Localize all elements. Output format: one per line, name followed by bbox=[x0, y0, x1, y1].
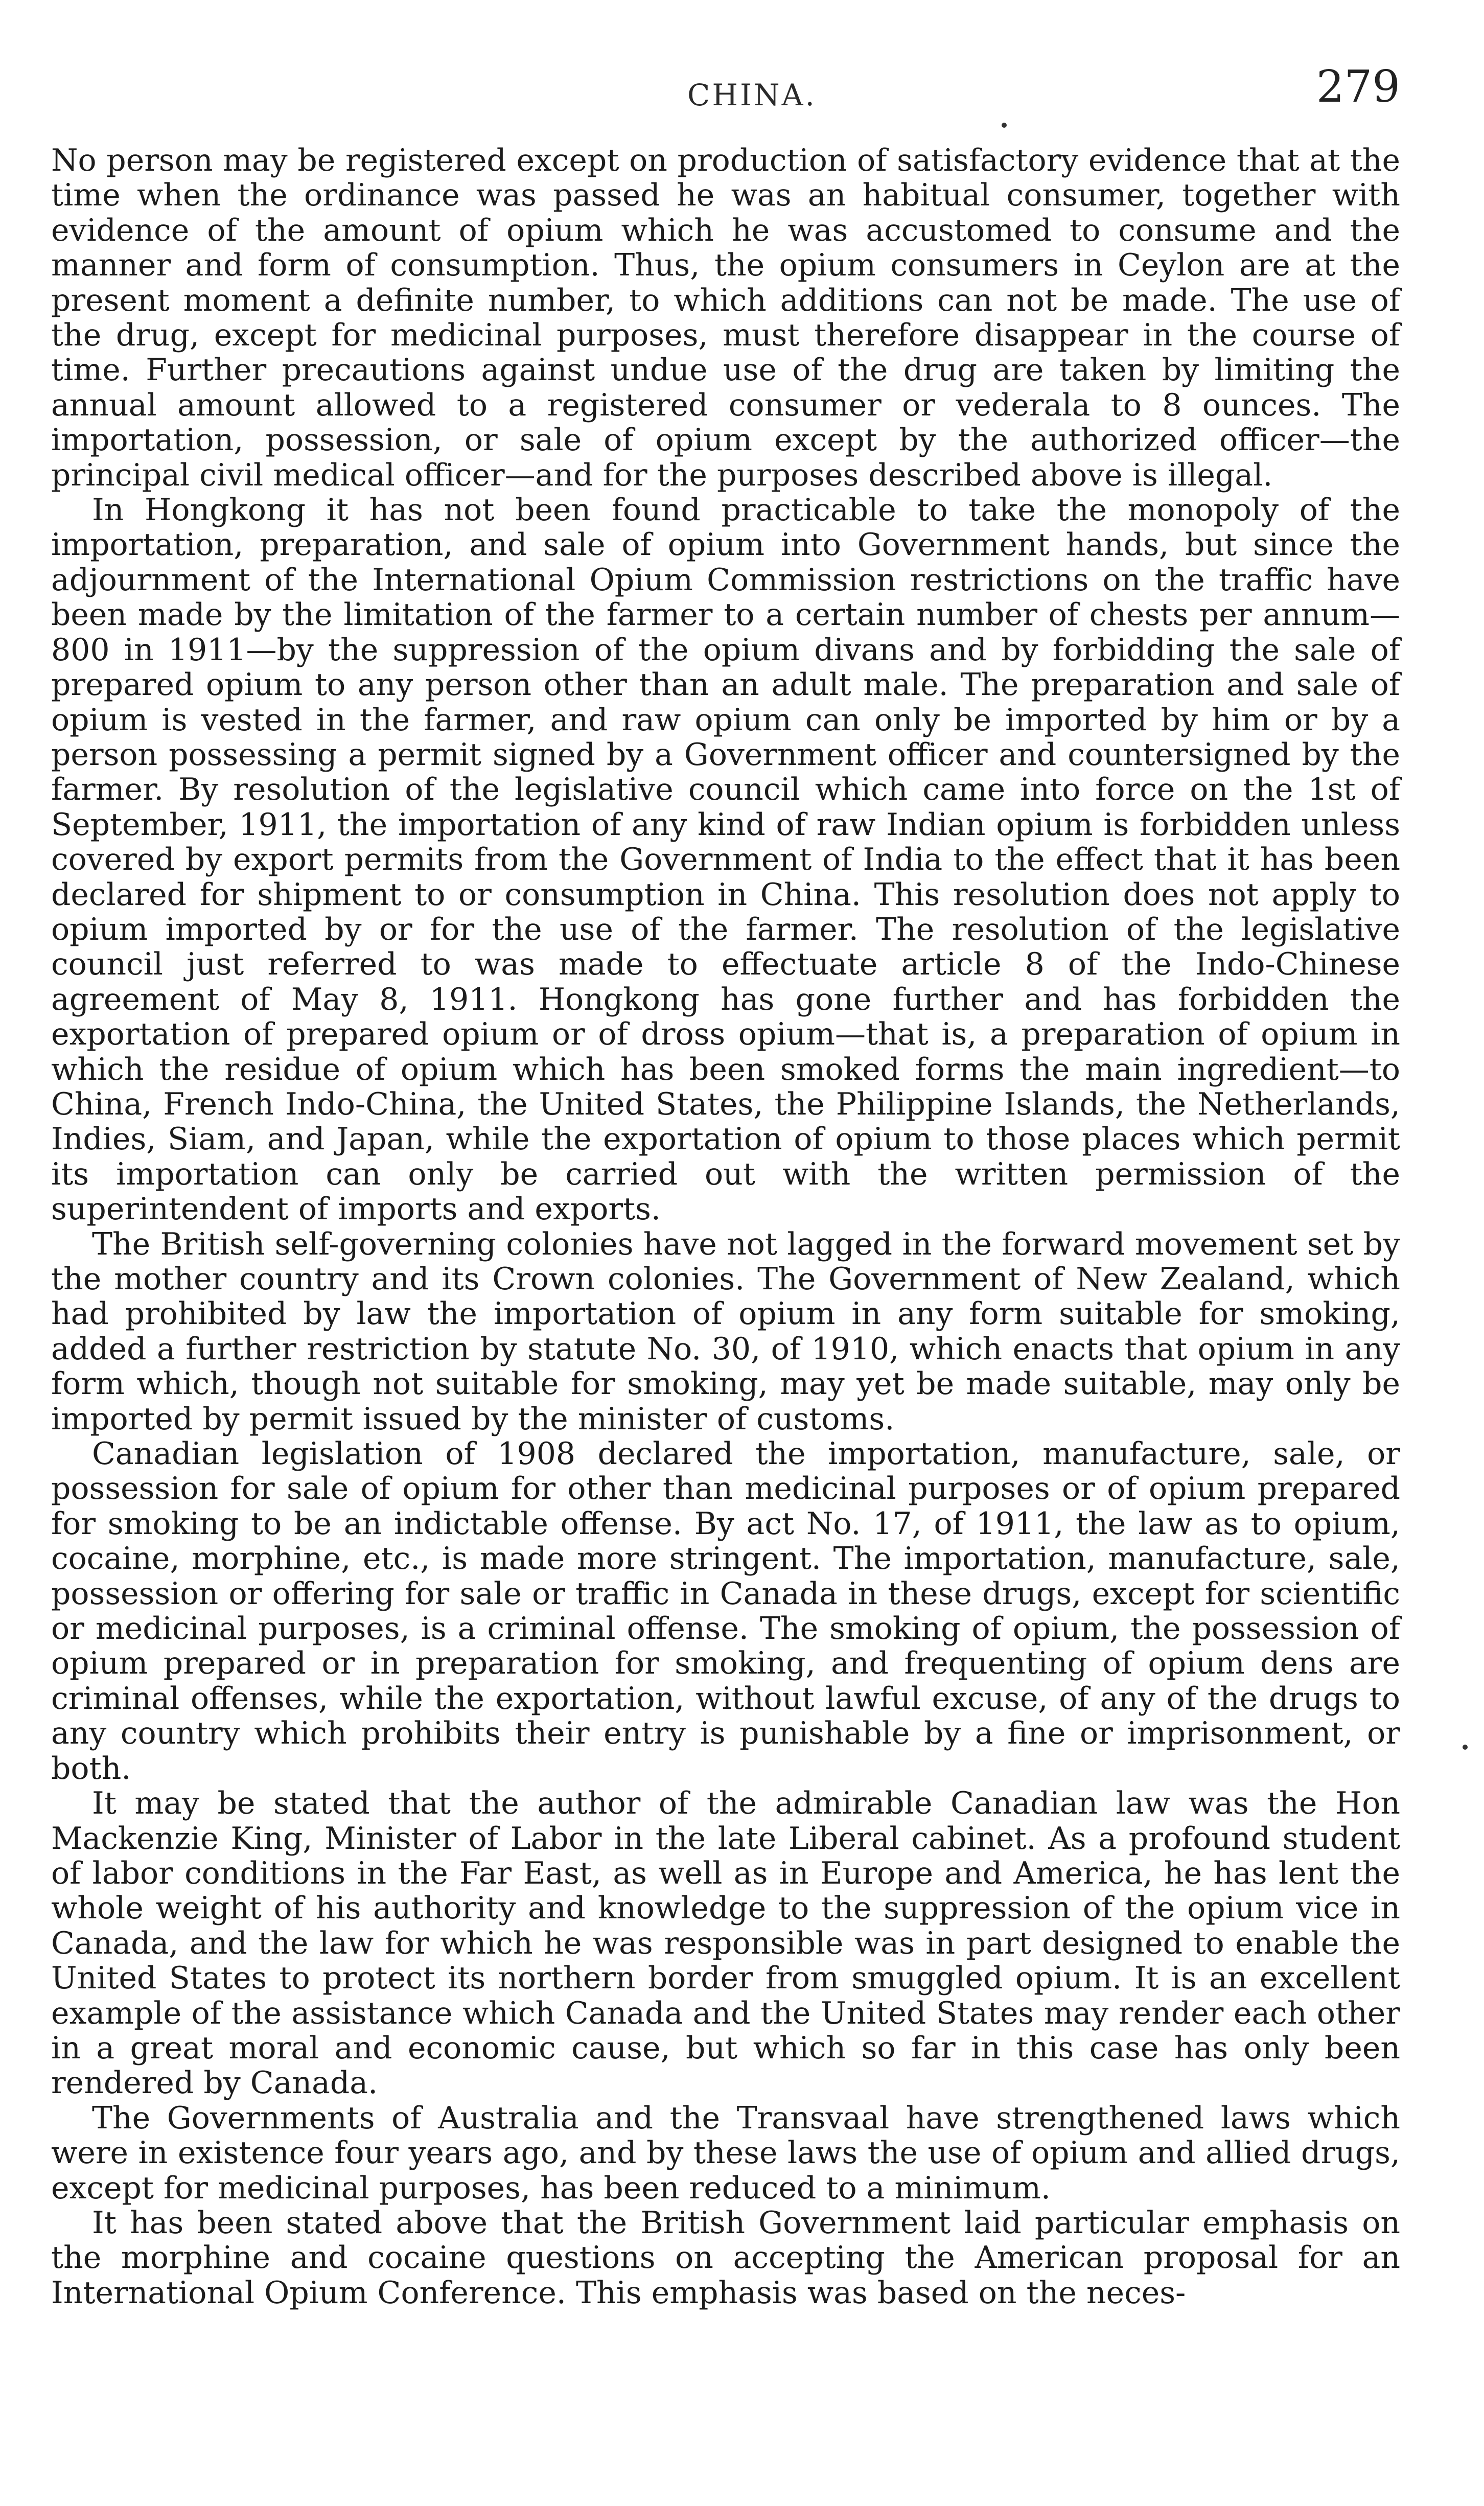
body-text bbox=[51, 143, 1400, 2310]
page-number: 279 bbox=[1316, 61, 1400, 112]
paragraph-conference-emphasis: It has been stated above that the British Government laid particular emphasis on the morphine and cocaine questions on accepting the American proposal for an International Opium Conference. This emphasis was based on the neces- bbox=[51, 2205, 1400, 2311]
book-page bbox=[51, 46, 1400, 2489]
print-speck bbox=[1463, 1745, 1468, 1750]
paragraph-ceylon-registration: No person may be registered except on production of satisfactory evidence that at the time when the ordinance was passed he was an habitual consumer, together with evidence of the amount of opium which he was accustomed to consume and the manner and form of consumption. Thus, the opium consumers in Ceylon are at the present moment a definite number, to which additions can not be made. The use of the drug, except for medicinal purposes, must therefore disappear in the course of time. Further precautions against undue use of the drug are taken by limiting the annual amount allowed to a registered consumer or vederala to 8 ounces. The importation, possession, or sale of opium except by the authorized officer—the principal civil medical officer—and for the purposes described above is illegal. bbox=[51, 143, 1400, 493]
paragraph-canada-legislation: Canadian legislation of 1908 declared the importation, manufacture, sale, or possession for sale of opium for other than medicinal purposes or of opium prepared for smoking to be an indictable offense. By act No. 17, of 1911, the law as to opium, cocaine, morphine, etc., is made more stringent. The importation, manufacture, sale, possession or offering for sale or traffic in Canada in these drugs, except for scientific or medicinal purposes, is a criminal offense. The smoking of opium, the possession of opium prepared or in preparation for smoking, and frequenting of opium dens are criminal offenses, while the exportation, without lawful excuse, of any of the drugs to any country which prohibits their entry is punishable by a fine or imprisonment, or both. bbox=[51, 1436, 1400, 1786]
paragraph-australia-transvaal: The Governments of Australia and the Transvaal have strengthened laws which were in existence four years ago, and by these laws the use of opium and allied drugs, except for medicinal purposes, has been reduced to a minimum. bbox=[51, 2100, 1400, 2206]
paragraph-hongkong: In Hongkong it has not been found practicable to take the monopoly of the importation, preparation, and sale of opium into Government hands, but since the adjournment of the International Opium Commission restrictions on the traffic have been made by the limitation of the farmer to a certain number of chests per annum—800 in 1911—by the suppression of the opium divans and by forbidding the sale of prepared opium to any person other than an adult male. The preparation and sale of opium is vested in the farmer, and raw opium can only be imported by him or by a person possessing a permit signed by a Government officer and countersigned by the farmer. By resolution of the legislative council which came into force on the 1st of September, 1911, the importation of any kind of raw Indian opium is forbidden unless covered by export permits from the Government of India to the effect that it has been declared for shipment to or consumption in China. This resolution does not apply to opium imported by or for the use of the farmer. The resolution of the legislative council just referred to was made to effectuate article 8 of the Indo-Chinese agreement of May 8, 1911. Hongkong has gone further and has forbidden the exportation of prepared opium or of dross opium—that is, a preparation of opium in which the residue of opium which has been smoked forms the main ingredient—to China, French Indo-China, the United States, the Philippine Islands, the Netherlands, Indies, Siam, and Japan, while the exportation of opium to those places which permit its importation can only be carried out with the written permission of the superintendent of imports and exports. bbox=[51, 492, 1400, 1227]
running-head: CHINA. bbox=[687, 78, 817, 112]
paragraph-new-zealand: The British self-governing colonies have not lagged in the forward movement set by the mother country and its Crown colonies. The Government of New Zealand, which had prohibited by law the importation of opium in any form suitable for smoking, added a further restriction by statute No. 30, of 1910, which enacts that opium in any form which, though not suitable for smoking, may yet be made suitable, may only be imported by permit issued by the minister of customs. bbox=[51, 1226, 1400, 1437]
print-speck bbox=[1002, 123, 1007, 128]
page-header bbox=[51, 46, 1400, 123]
paragraph-mackenzie-king: It may be stated that the author of the admirable Canadian law was the Hon Mackenzie King, Minister of Labor in the late Liberal cabinet. As a profound student of labor conditions in the Far East, as well as in Europe and America, he has lent the whole weight of his authority and knowledge to the suppression of the opium vice in Canada, and the law for which he was responsible was in part designed to enable the United States to protect its northern border from smuggled opium. It is an excellent example of the assistance which Canada and the United States may render each other in a great moral and economic cause, but which so far in this case has only been rendered by Canada. bbox=[51, 1785, 1400, 2101]
